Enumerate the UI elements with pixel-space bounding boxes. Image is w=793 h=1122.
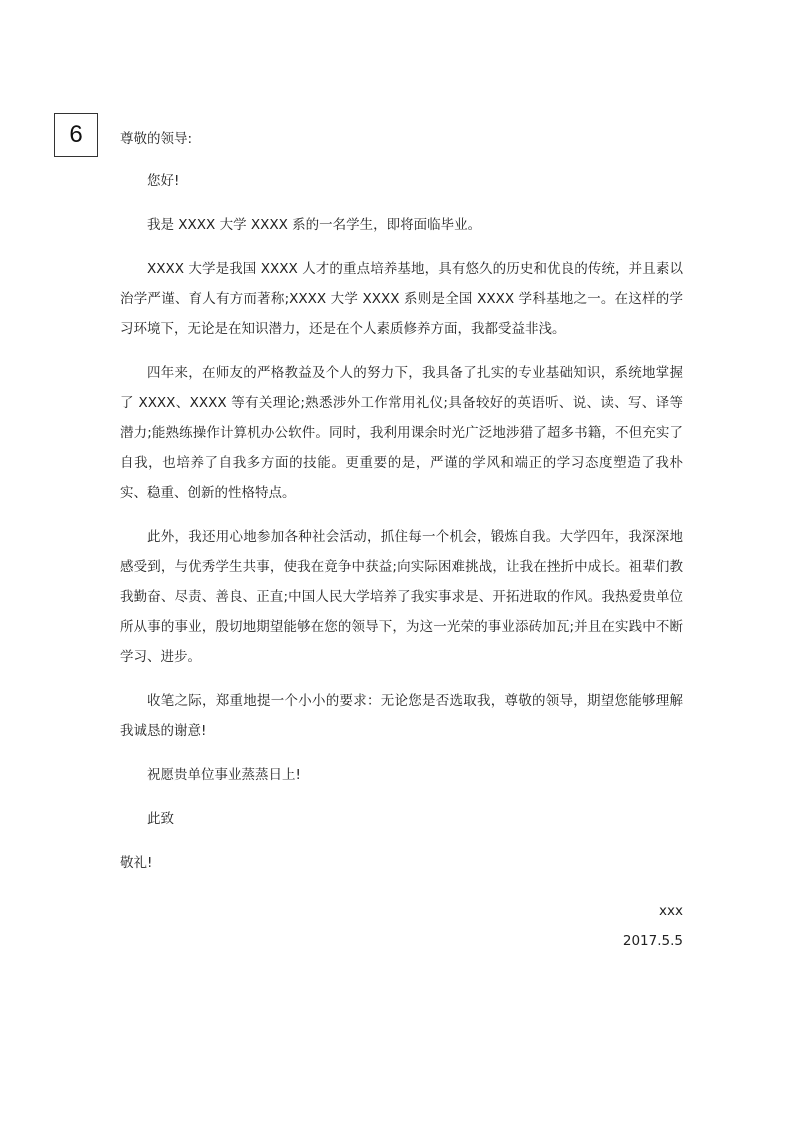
activities-paragraph: 此外，我还用心地参加各种社会活动，抓住每一个机会，锻炼自我。大学四年，我深深地感受到，与优秀学生共事，使我在竟争中获益;向实际困难挑战，让我在挫折中成长。祖辈们教我勤奋、尽责、善良、正直;中国人民大学培养了我实事求是、开拓进取的作风。我热爱贵单位所从事的事业，殷切地期望能够在您的领导下，为这一光荣的事业添砖加瓦;并且在实践中不断学习、进步。 (120, 529, 683, 665)
page-number-box (54, 113, 98, 157)
page-number: 6 (69, 121, 83, 148)
salutation: 尊敬的领导: (120, 131, 193, 147)
intro-paragraph: 我是 XXXX 大学 XXXX 系的一名学生，即将面临毕业。 (147, 217, 482, 233)
greeting: 您好! (147, 173, 180, 189)
letter-body (120, 124, 683, 956)
signature-block (120, 896, 683, 956)
skills-paragraph: 四年来，在师友的严格教益及个人的努力下，我具备了扎实的专业基础知识，系统地掌握了 XXXX、XXXX 等有关理论;熟悉涉外工作常用礼仪;具备较好的英语听、说、读、写、译等潜力;能熟练操作计算机办公软件。同时，我利用课余时光广泛地涉猎了超多书籍，不但充实了自我，也培养了自我多方面的技能。更重要的是，严谨的学风和端正的学习态度塑造了我朴实、稳重、创新的性格特点。 (120, 365, 683, 501)
signature-name: xxx (659, 903, 683, 919)
closing-regards: 敬礼! (120, 855, 153, 871)
signature-date: 2017.5.5 (622, 933, 683, 949)
university-paragraph: XXXX 大学是我国 XXXX 人才的重点培养基地，具有悠久的历史和优良的传统，并且素以治学严谨、育人有方而著称;XXXX 大学 XXXX 系则是全国 XXXX 学科基地之一。在这样的学习环境下，无论是在知识潜力，还是在个人素质修养方面，我都受益非浅。 (120, 261, 683, 337)
wishes-paragraph: 祝愿贵单位事业蒸蒸日上! (147, 767, 301, 783)
cizhi-line: 此致 (147, 811, 174, 827)
request-paragraph: 收笔之际，郑重地提一个小小的要求：无论您是否选取我，尊敬的领导，期望您能够理解我诚恳的谢意! (120, 693, 683, 739)
